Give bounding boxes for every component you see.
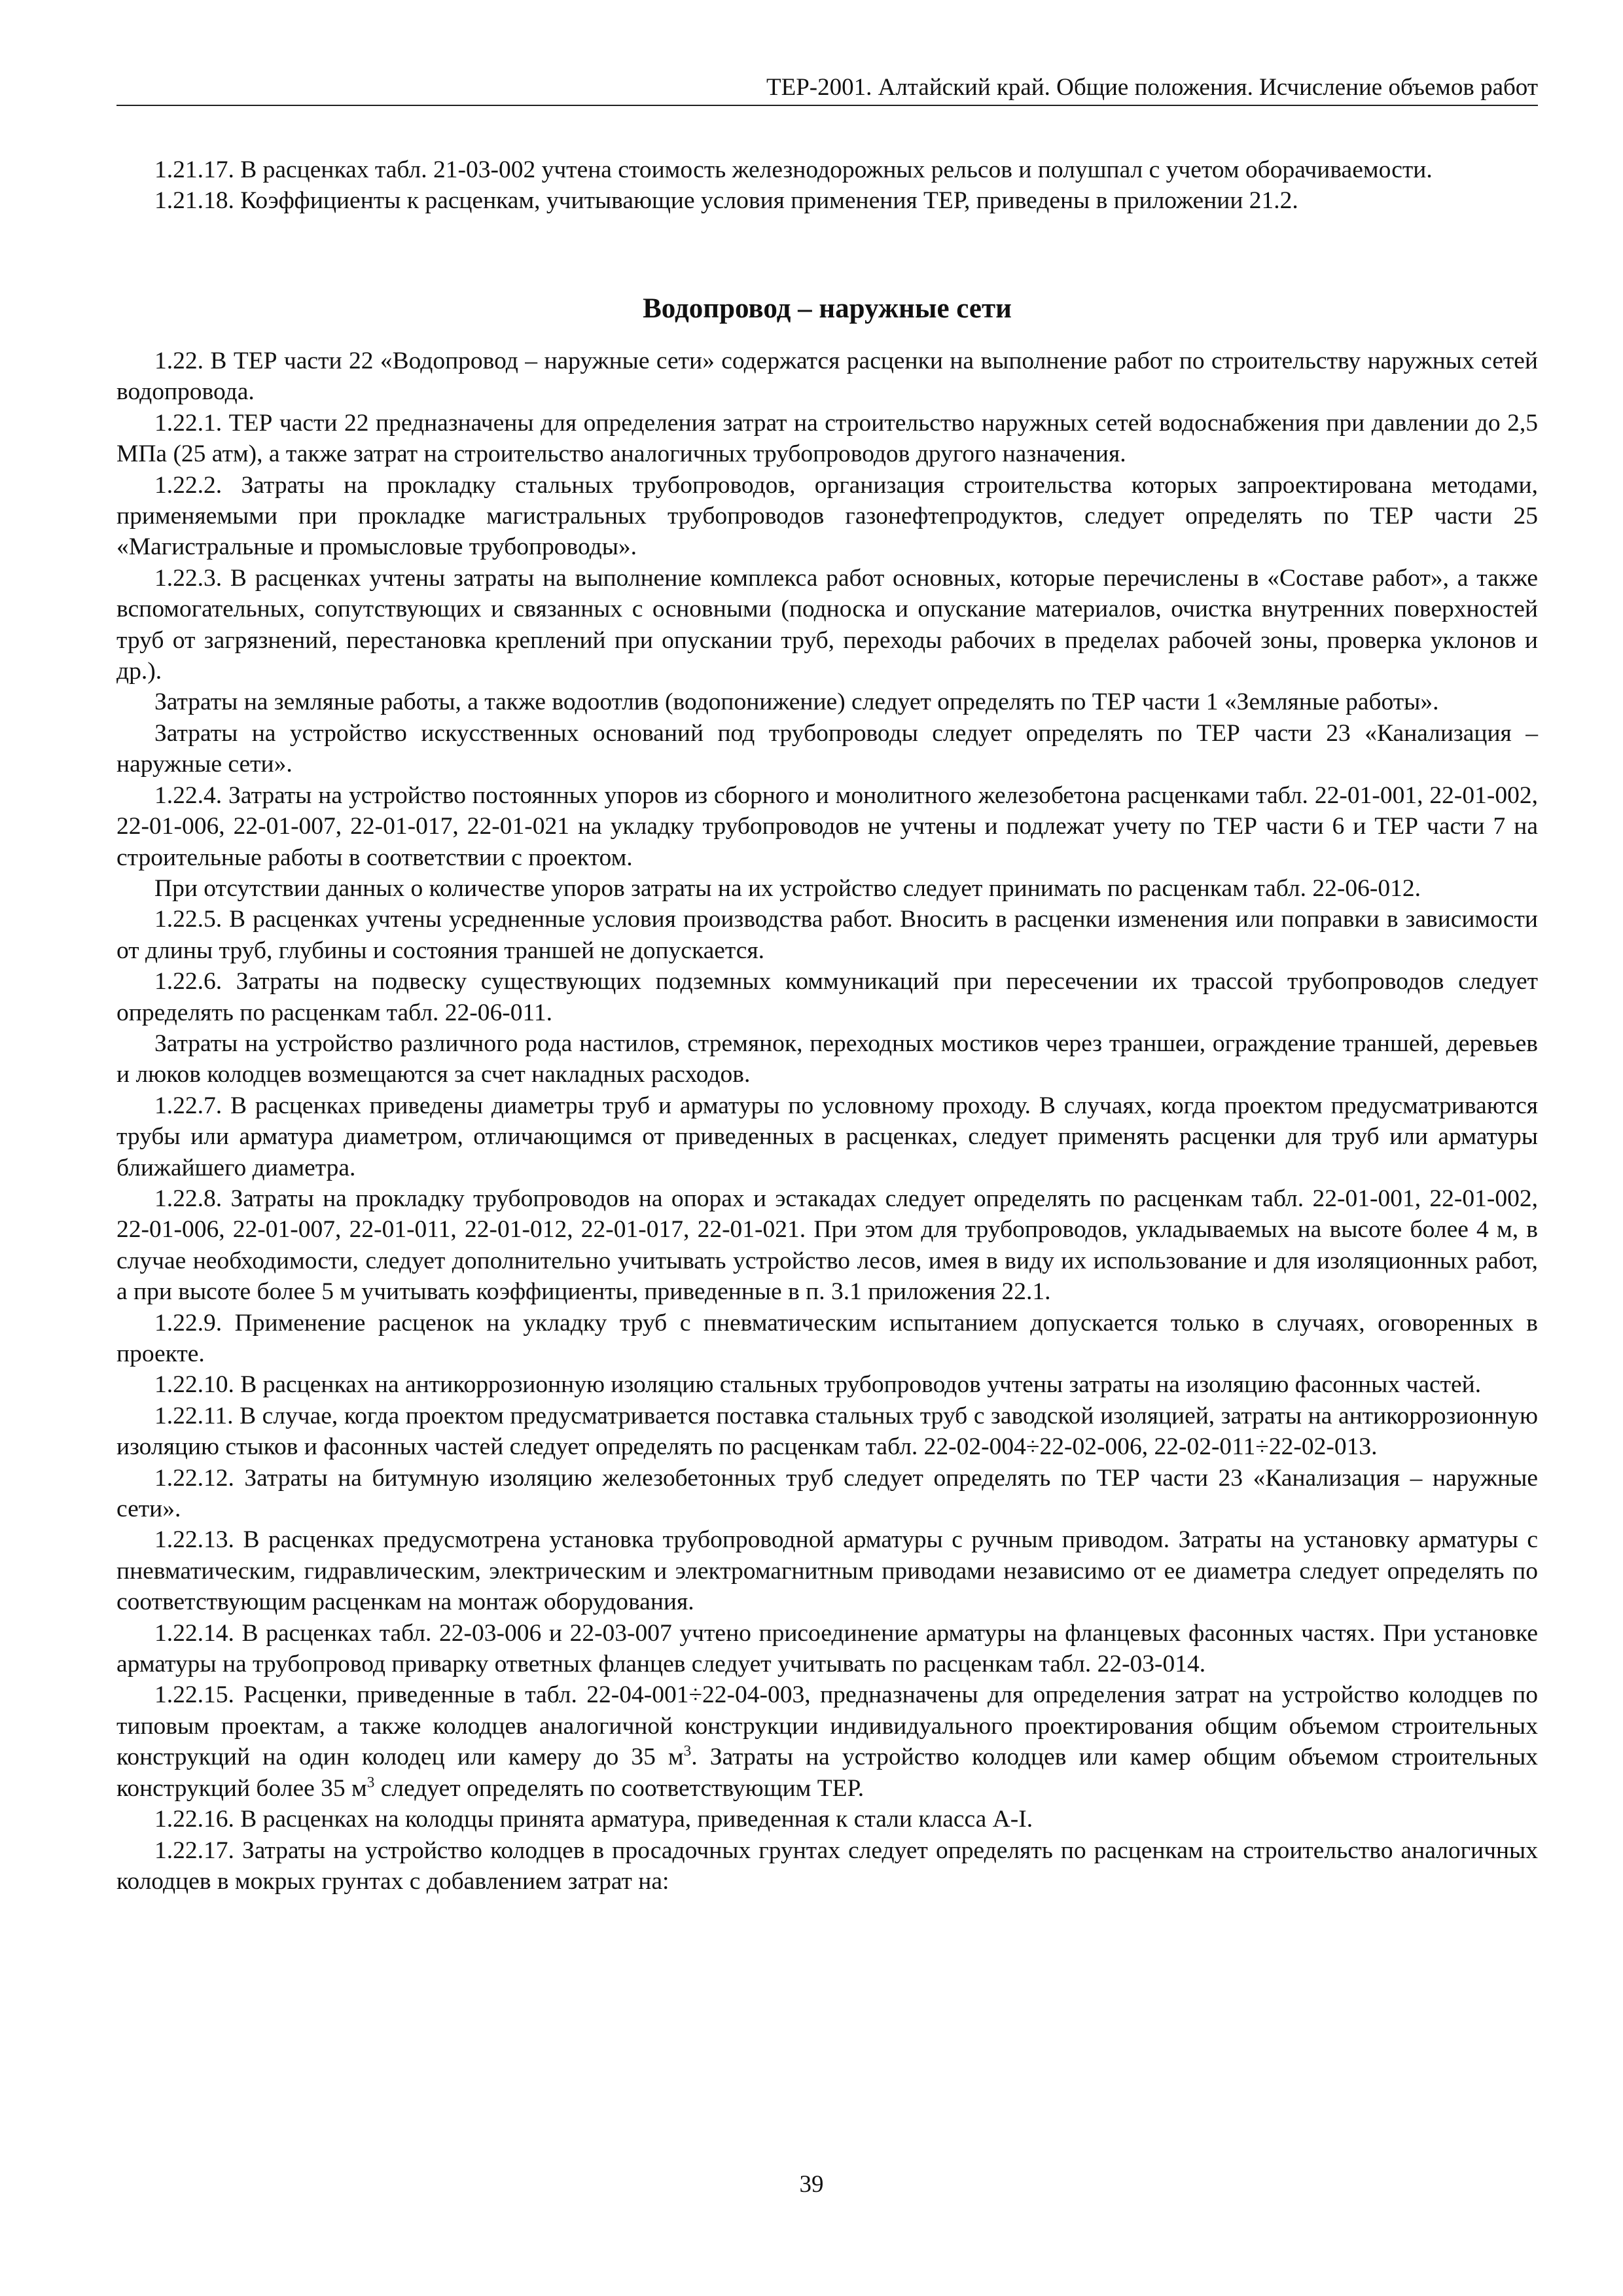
section-heading: Водопровод – наружные сети bbox=[643, 293, 1012, 324]
paragraph-decking: Затраты на устройство различного рода настилов, стремянок, переходных мостиков через траншеи, ограждение траншей, деревьев и люков колодцев возмещаются за счет накладных расходов. bbox=[116, 1030, 1538, 1088]
paragraph-foundations: Затраты на устройство искусственных оснований под трубопроводы следует определять по ТЕР части 23 «Канализация – наружные сети». bbox=[116, 719, 1538, 778]
paragraph-1-22-9: 1.22.9. Применение расценок на укладку труб с пневматическим испытанием допускается только в случаях, оговоренных в проекте. bbox=[116, 1309, 1538, 1367]
paragraph-1-22-15-part-c: следует определять по соответствующим ТЕР. bbox=[374, 1774, 865, 1802]
cubic-superscript: 3 bbox=[366, 1774, 375, 1791]
paragraph-1-22-1: 1.22.1. ТЕР части 22 предназначены для определения затрат на строительство наружных сетей водоснабжения при давлении до 2,5 МПа (25 атм), а также затрат на строительство аналогичных трубопроводов другого назначения. bbox=[116, 409, 1538, 468]
paragraph-1-22-11: 1.22.11. В случае, когда проектом предусматривается поставка стальных труб с заводской изоляцией, затраты на антикоррозионную изоляцию стыков и фасонных частей следует определять по расценкам табл. 22-02-004÷22-02-006, 22-02-011÷22-02-013. bbox=[116, 1402, 1538, 1461]
paragraph-1-22-2: 1.22.2. Затраты на прокладку стальных трубопроводов, организация строительства которых запроектирована методами, применяемыми при прокладке магистральных трубопроводов газонефтепродуктов, следует определять по ТЕР части 25 «Магистральные и промысловые трубопроводы». bbox=[116, 471, 1538, 561]
paragraph-1-22-14: 1.22.14. В расценках табл. 22-03-006 и 22-03-007 учтено присоединение арматуры на фланцевых фасонных частях. При установке арматуры на трубопровод приварку ответных фланцев следует учитывать по расценкам табл. 22-03-014. bbox=[116, 1619, 1538, 1678]
paragraph-earthworks: Затраты на земляные работы, а также водоотлив (водопонижение) следует определять по ТЕР части 1 «Земляные работы». bbox=[154, 689, 1439, 716]
paragraph-1-22-13: 1.22.13. В расценках предусмотрена установка трубопроводной арматуры с ручным приводом. Затраты на установку арматуры с пневматическим, гидравлическим, электрическим и электромагнитным приводами независимо от ее диаметра следует определять по соответствующим расценкам на монтаж оборудования. bbox=[116, 1526, 1538, 1616]
paragraph-1-22: 1.22. В ТЕР части 22 «Водопровод – наружные сети» содержатся расценки на выполнение работ по строительству наружных сетей водопровода. bbox=[116, 348, 1538, 406]
paragraph-1-22-4: 1.22.4. Затраты на устройство постоянных упоров из сборного и монолитного железобетона расценками табл. 22-01-001, 22-01-002, 22-01-006, 22-01-007, 22-01-017, 22-01-021 на укладку трубопроводов не учтены и подлежат учету по ТЕР части 6 и ТЕР части 7 на строительные работы в соответствии с проектом. bbox=[116, 781, 1538, 871]
page-number: 39 bbox=[799, 2171, 824, 2198]
header-rule bbox=[116, 105, 1538, 106]
cubic-superscript: 3 bbox=[683, 1742, 692, 1760]
running-header: ТЕР-2001. Алтайский край. Общие положения. Исчисление объемов работ bbox=[766, 74, 1538, 101]
paragraph-1-22-6: 1.22.6. Затраты на подвеску существующих подземных коммуникаций при пересечении их трассой трубопроводов следует определять по расценкам табл. 22-06-011. bbox=[116, 968, 1538, 1026]
paragraph-1-22-17: 1.22.17. Затраты на устройство колодцев в просадочных грунтах следует определять по расценкам на строительство аналогичных колодцев в мокрых грунтах с добавлением затрат на: bbox=[116, 1837, 1538, 1895]
paragraph-1-22-12: 1.22.12. Затраты на битумную изоляцию железобетонных труб следует определять по ТЕР части 23 «Канализация – наружные сети». bbox=[116, 1464, 1538, 1523]
paragraph-1-22-10: 1.22.10. В расценках на антикоррозионную изоляцию стальных трубопроводов учтены затраты на изоляцию фасонных частей. bbox=[154, 1371, 1482, 1399]
paragraph-1-21-17: 1.21.17. В расценках табл. 21-03-002 учтена стоимость железнодорожных рельсов и полушпал с учетом оборачиваемости. bbox=[154, 156, 1433, 183]
paragraph-1-22-8: 1.22.8. Затраты на прокладку трубопроводов на опорах и эстакадах следует определять по расценкам табл. 22-01-001, 22-01-002, 22-01-006, 22-01-007, 22-01-011, 22-01-012, 22-01-017, 22-01-021. При этом для трубопроводов, укладываемых на высоте более 4 м, в случае необходимости, следует дополнительно учитывать устройство лесов, имея в виду их использование и для изоляционных работ, а при высоте более 5 м учитывать коэффициенты, приведенные в п. 3.1 приложения 22.1. bbox=[116, 1185, 1538, 1306]
paragraph-1-22-15 bbox=[116, 1679, 1538, 1804]
intro-block bbox=[116, 154, 1538, 217]
paragraph-supports: При отсутствии данных о количестве упоров затраты на их устройство следует принимать по расценкам табл. 22-06-012. bbox=[154, 874, 1421, 902]
paragraph-1-22-15-part-a: 1.22.15. Расценки, приведенные в табл. 22-04-001÷22-04-003, предназначены для определения затрат на устройство колодцев по типовым проектам, а также колодцев аналогичной конструкции индивидуального проектирования общим объемом строительных конструкций на один колодец или камеру до 35 м bbox=[116, 1681, 1538, 1771]
paragraph-1-22-7: 1.22.7. В расценках приведены диаметры труб и арматуры по условному проходу. В случаях, когда проектом предусматриваются трубы или арматура диаметром, отличающимся от приведенных в расценках, следует применять расценки для труб или арматуры ближайшего диаметра. bbox=[116, 1092, 1538, 1181]
paragraph-1-22-3: 1.22.3. В расценках учтены затраты на выполнение комплекса работ основных, которые перечислены в «Составе работ», а также вспомогательных, сопутствующих и связанных с основными (подноска и опускание материалов, очистка внутренних поверхностей труб от загрязнений, перестановка креплений при опускании труб, переходы рабочих в пределах рабочей зоны, проверка уклонов и др.). bbox=[116, 564, 1538, 685]
paragraph-1-22-5: 1.22.5. В расценках учтены усредненные условия производства работ. Вносить в расценки изменения или поправки в зависимости от длины труб, глубины и состояния траншей не допускается. bbox=[116, 906, 1538, 964]
paragraph-1-21-18: 1.21.18. Коэффициенты к расценкам, учитывающие условия применения ТЕР, приведены в приложении 21.2. bbox=[154, 187, 1298, 215]
paragraph-1-22-15-part-b: . Затраты на устройство колодцев или камер общим объемом строительных конструкций более 35 м bbox=[116, 1744, 1539, 1802]
section-body bbox=[116, 346, 1538, 1897]
paragraph-1-22-16: 1.22.16. В расценках на колодцы принята арматура, приведенная к стали класса А-I. bbox=[154, 1806, 1033, 1833]
